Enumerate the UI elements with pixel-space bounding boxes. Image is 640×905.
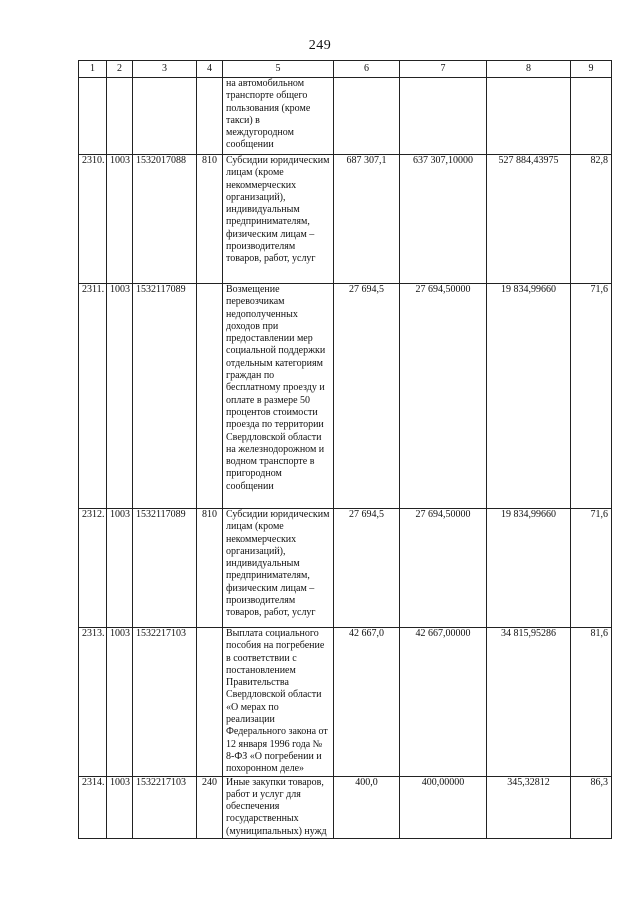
header-cell-2: 2 [107,61,133,78]
execution-percent: 82,8 [571,155,612,284]
target-article-code: 1532017088 [133,155,197,284]
approved-amount: 27 694,5 [334,284,400,509]
header-cell-3: 3 [133,61,197,78]
approved-amount: 27 694,5 [334,509,400,628]
target-article-code: 1532117089 [133,284,197,509]
executed-amount: 19 834,99660 [487,284,571,509]
expense-name: Субсидии юридическим лицам (кроме некоммерческих организаций), индивидуальным предпринимателям, физическим лицам – производителям товаров, работ, услуг [223,155,334,284]
target-article-code: 1532217103 [133,628,197,777]
target-article-code: 1532217103 [133,776,197,838]
page-number: 249 [308,38,332,53]
expense-type-code: 240 [197,776,223,838]
header-row [79,61,612,78]
header-cell-6: 6 [334,61,400,78]
header-cell-9: 9 [571,61,612,78]
header-cell-7: 7 [400,61,487,78]
header-cell-4: 4 [197,61,223,78]
table-row [79,509,612,628]
section-code [107,78,133,155]
budget-list-amount [400,78,487,155]
table-row [79,776,612,838]
execution-percent [571,78,612,155]
budget-execution-table [78,60,612,839]
table-row [79,284,612,509]
table-row [79,155,612,284]
expense-type-code: 810 [197,155,223,284]
row-number: 2314. [79,776,107,838]
section-code: 1003 [107,155,133,284]
section-code: 1003 [107,628,133,777]
executed-amount: 345,32812 [487,776,571,838]
row-number: 2313. [79,628,107,777]
budget-list-amount: 42 667,00000 [400,628,487,777]
section-code: 1003 [107,776,133,838]
expense-name: Иные закупки товаров, работ и услуг для обеспечения государственных (муниципальных) нужд [223,776,334,838]
expense-name: Возмещение перевозчикам недополученных доходов при предоставлении мер социальной поддержки отдельным категориям граждан по бесплатному проезду и оплате в размере 50 процентов стоимости проезда по территории Свердловской области на железнодорожном и водном транспорте в пригородном сообщении [223,284,334,509]
execution-percent: 81,6 [571,628,612,777]
table-body [79,78,612,839]
expense-type-code [197,78,223,155]
section-code: 1003 [107,284,133,509]
expense-name: на автомобильном транспорте общего пользования (кроме такси) в междугородном сообщении [223,78,334,155]
expense-type-code [197,284,223,509]
row-number: 2311. [79,284,107,509]
row-number [79,78,107,155]
expense-type-code [197,628,223,777]
row-number: 2312. [79,509,107,628]
executed-amount [487,78,571,155]
approved-amount: 687 307,1 [334,155,400,284]
table-row [79,628,612,777]
approved-amount: 400,0 [334,776,400,838]
execution-percent: 86,3 [571,776,612,838]
budget-list-amount: 27 694,50000 [400,509,487,628]
expense-name: Субсидии юридическим лицам (кроме некоммерческих организаций), индивидуальным предпринимателям, физическим лицам – производителям товаров, работ, услуг [223,509,334,628]
approved-amount: 42 667,0 [334,628,400,777]
target-article-code [133,78,197,155]
execution-percent: 71,6 [571,509,612,628]
table-row [79,78,612,155]
expense-type-code: 810 [197,509,223,628]
executed-amount: 527 884,43975 [487,155,571,284]
header-cell-5: 5 [223,61,334,78]
budget-list-amount: 637 307,10000 [400,155,487,284]
approved-amount [334,78,400,155]
header-cell-8: 8 [487,61,571,78]
row-number: 2310. [79,155,107,284]
executed-amount: 34 815,95286 [487,628,571,777]
table-header [79,61,612,78]
expense-name: Выплата социального пособия на погребение в соответствии с постановлением Правительства Свердловской области «О мерах по реализации Федерального закона от 12 января 1996 года № 8-ФЗ «О погребении и похоронном деле» [223,628,334,777]
budget-list-amount: 27 694,50000 [400,284,487,509]
executed-amount: 19 834,99660 [487,509,571,628]
budget-list-amount: 400,00000 [400,776,487,838]
section-code: 1003 [107,509,133,628]
header-cell-1: 1 [79,61,107,78]
target-article-code: 1532117089 [133,509,197,628]
execution-percent: 71,6 [571,284,612,509]
